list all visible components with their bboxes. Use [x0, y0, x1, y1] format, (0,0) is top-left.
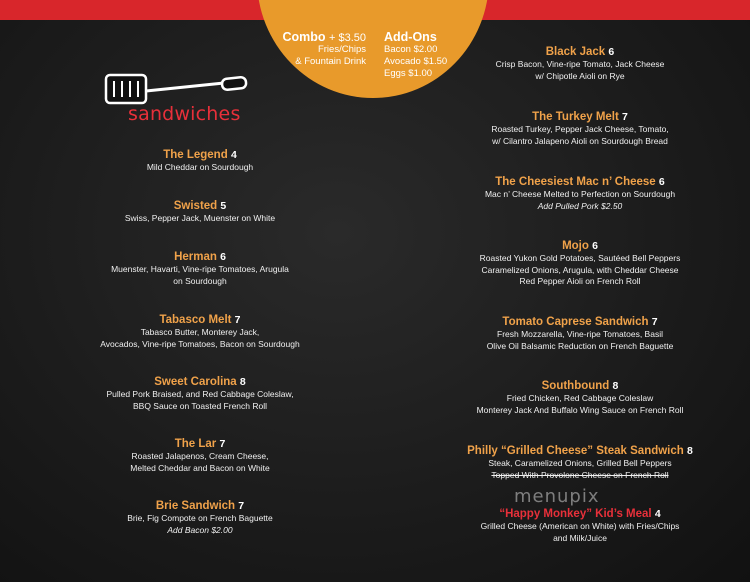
item-price: 4 [654, 508, 661, 520]
addon-line: Eggs $1.00 [384, 68, 433, 79]
item-name: The Lar [174, 438, 217, 450]
item-description: Melted Cheddar and Bacon on White [130, 462, 270, 473]
item-name: Herman [174, 251, 217, 263]
item-description: Red Pepper Aioli on French Roll [519, 276, 641, 286]
item-name: Black Jack [545, 46, 606, 58]
item-price: 8 [612, 380, 619, 392]
menu-item [420, 315, 740, 352]
combo-price: + $3.50 [328, 32, 366, 44]
menu-item [420, 239, 740, 288]
item-description: Mac n’ Cheese Melted to Perfection on Sourdough [484, 189, 676, 199]
item-name: Swisted [173, 200, 218, 212]
item-description: w/ Chipotle Aioli on Rye [535, 70, 625, 81]
item-note: Add Bacon $2.00 [167, 524, 233, 535]
item-name: Brie Sandwich [155, 500, 236, 512]
menu-item [40, 313, 360, 350]
combo-line: & Fountain Drink [295, 56, 366, 67]
item-description: on Sourdough [173, 275, 227, 286]
item-description: Muenster, Havarti, Vine-ripe Tomatoes, Arugula [111, 264, 289, 274]
menu-item [40, 437, 360, 474]
menu-item [40, 199, 360, 225]
item-name: Philly “Grilled Cheese” Steak Sandwich [467, 445, 684, 457]
item-name: The Turkey Melt [532, 111, 619, 123]
item-name: The Cheesiest Mac n’ Cheese [495, 176, 656, 188]
item-description: Steak, Caramelized Onions, Grilled Bell Peppers [488, 458, 672, 468]
combo-line: Fries/Chips [317, 44, 366, 55]
combo-title: Combo [282, 30, 326, 44]
menu-item [420, 379, 740, 416]
item-note: Add Pulled Pork $2.50 [537, 200, 623, 211]
item-name: “Happy Monkey” Kid’s Meal [499, 508, 652, 520]
item-description: Roasted Jalapenos, Cream Cheese, [131, 451, 269, 461]
item-name: Tomato Caprese Sandwich [502, 316, 649, 328]
menu-item [40, 499, 360, 536]
item-price: 6 [592, 240, 598, 252]
item-description: Roasted Turkey, Pepper Jack Cheese, Tomato, [491, 124, 669, 134]
item-description: Tabasco Butter, Monterey Jack, [140, 327, 260, 337]
item-description: Topped With Provolone Cheese on French Roll [491, 469, 669, 480]
menu-item [420, 444, 740, 481]
item-name: Tabasco Melt [159, 314, 232, 326]
item-description: BBQ Sauce on Toasted French Roll [132, 400, 268, 411]
item-price: 5 [220, 200, 227, 212]
item-name: Sweet Carolina [154, 376, 237, 388]
item-description: Mild Cheddar on Sourdough [146, 162, 254, 172]
menu-item [40, 375, 360, 412]
item-description: Monterey Jack And Buffalo Wing Sauce on French Roll [476, 404, 684, 415]
menu-item [420, 45, 740, 82]
item-price: 7 [651, 316, 658, 328]
item-price: 8 [239, 376, 246, 388]
item-price: 4 [230, 149, 237, 161]
menu-item [40, 250, 360, 287]
item-price: 6 [658, 176, 665, 188]
item-description: Fresh Mozzarella, Vine-ripe Tomatoes, Basil [497, 329, 663, 339]
item-description: w/ Cilantro Jalapeno Aioli on Sourdough Bread [492, 135, 668, 146]
item-description: Crisp Bacon, Vine-ripe Tomato, Jack Cheese [495, 59, 665, 69]
combo-block [274, 30, 366, 68]
menu-item [420, 175, 740, 212]
item-description: Swiss, Pepper Jack, Muenster on White [124, 213, 276, 223]
item-price: 7 [219, 438, 226, 450]
section-heading: sandwiches [128, 103, 241, 125]
addon-line: Avocado $1.50 [384, 56, 448, 67]
item-price: 6 [608, 46, 615, 58]
item-description: Roasted Yukon Gold Potatoes, Sautéed Bell Peppers [479, 253, 681, 263]
item-description: Grilled Cheese (American on White) with Fries/Chips [480, 521, 680, 531]
addons-title: Add-Ons [384, 30, 437, 44]
item-description: Olive Oil Balsamic Reduction on French Baguette [486, 340, 674, 351]
item-description: Brie, Fig Compote on French Baguette [127, 513, 273, 523]
menu-item [40, 148, 360, 174]
menu-item [420, 507, 740, 544]
item-price: 7 [238, 500, 245, 512]
item-name: Southbound [541, 380, 610, 392]
item-description: and Milk/Juice [553, 532, 607, 543]
item-price: 7 [622, 111, 628, 123]
item-price: 6 [220, 251, 226, 263]
item-name: The Legend [163, 149, 228, 161]
item-name: Mojo [562, 240, 589, 252]
watermark: menupix [514, 486, 600, 507]
menu-item [420, 110, 740, 147]
item-description: Pulled Pork Braised, and Red Cabbage Coleslaw, [106, 389, 294, 399]
item-price: 7 [234, 314, 241, 326]
item-description: Avocados, Vine-ripe Tomatoes, Bacon on Sourdough [100, 338, 300, 349]
spatula-icon [104, 69, 248, 107]
item-price: 8 [687, 445, 693, 457]
item-description: Fried Chicken, Red Cabbage Coleslaw [506, 393, 654, 403]
addon-line: Bacon $2.00 [384, 44, 438, 55]
item-description: Caramelized Onions, Arugula, with Cheddar Cheese [481, 264, 679, 275]
